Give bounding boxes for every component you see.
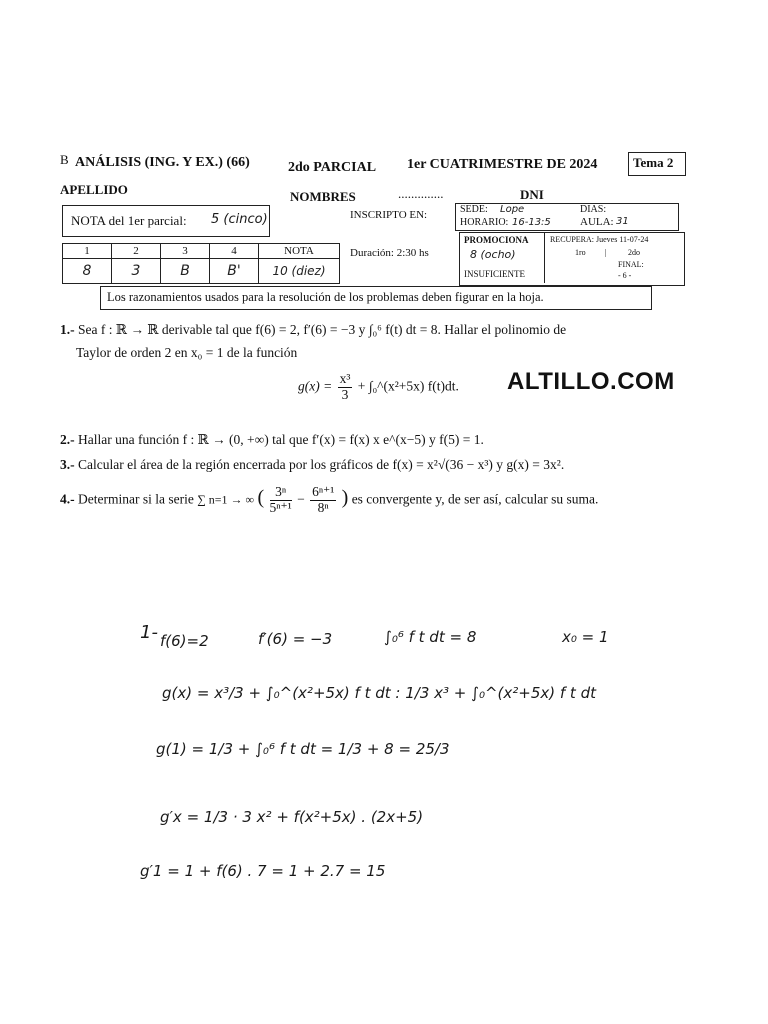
problem-1-function xyxy=(298,372,459,403)
problem-4-statement-b: es convergente y, de ser así, calcular su suma. xyxy=(351,491,599,507)
inscripto-label: INSCRIPTO EN: xyxy=(350,209,428,221)
series-close-paren: ) xyxy=(341,486,349,509)
duracion-label: Duración: 2:30 hs xyxy=(350,247,429,259)
recupera-sep: | xyxy=(605,248,607,257)
series-fraction-b-numerator: 6ⁿ⁺¹ xyxy=(312,484,335,499)
problem-3 xyxy=(60,457,564,473)
problem-2 xyxy=(60,432,484,448)
problem-1-statement-a: Sea f : ℝ → ℝ derivable tal que f(6) = 2, f′(6) = −3 y xyxy=(78,322,366,337)
problem-4-statement-a: Determinar si la serie xyxy=(78,491,194,507)
grade-value-2: 3 xyxy=(112,259,161,284)
problem-2-number: 2.- xyxy=(60,432,75,447)
horario-value: 16-13:5 xyxy=(512,217,551,228)
aula-value: 31 xyxy=(616,216,629,227)
recupera-label: RECUPERA: Jueves 11-07-24 xyxy=(550,235,649,244)
grade-header-4: 4 xyxy=(210,244,259,259)
exam-title: 2do PARCIAL xyxy=(288,160,377,175)
tema-box xyxy=(628,152,686,176)
function-g-integral: + ∫₀^(x²+5x) f(t)dt. xyxy=(357,378,459,394)
promocion-cell xyxy=(460,233,545,283)
series-minus: − xyxy=(297,491,305,507)
recupera-1: 1ro xyxy=(575,248,586,257)
hand-line-2: g(x) = x³/3 + ∫₀^(x²+5x) f t dt : 1/3 x³ + ∫₀^(x²+5x) f t dt xyxy=(162,684,596,702)
hand-line-1-c: ∫₀⁶ f t dt = 8 xyxy=(384,628,477,646)
grade-value-4: B' xyxy=(210,259,259,284)
notice-text: Los razonamientos usados para la resolución de los problemas deben figurar en la hoja. xyxy=(107,290,544,304)
problem-1-statement-b: Hallar el polinomio de xyxy=(444,322,567,337)
function-g-label: g(x) = xyxy=(298,378,333,394)
problem-1-line-2: Taylor de orden 2 en x₀ = 1 de la función xyxy=(76,345,298,360)
problem-3-number: 3.- xyxy=(60,457,75,472)
problem-1-number: 1.- xyxy=(60,322,75,337)
final-label: FINAL: xyxy=(618,260,644,269)
promocion-value: 8 (ocho) xyxy=(470,248,516,261)
grade-header-1: 1 xyxy=(63,244,112,259)
problem-4-number: 4.- xyxy=(60,491,75,507)
aula-label: AULA: xyxy=(580,216,614,228)
series-fraction-b-denominator: 8ⁿ xyxy=(317,499,329,515)
hand-line-1-b: f′(6) = −3 xyxy=(258,630,333,648)
sede-horario-box xyxy=(455,203,679,231)
fraction-numerator: x³ xyxy=(339,371,351,386)
nota-primer-parcial-box xyxy=(62,205,270,237)
notice-box xyxy=(100,286,652,310)
watermark: ALTILLO.COM xyxy=(507,368,675,395)
series-fraction-a xyxy=(270,485,292,516)
hand-line-4: g′x = 1/3 · 3 x² + f(x²+5x) . (2x+5) xyxy=(160,808,424,826)
grade-header-nota: NOTA xyxy=(259,244,340,259)
hand-line-1-d: x₀ = 1 xyxy=(562,628,609,646)
recupera-2: 2do xyxy=(628,248,640,257)
series-open-paren: ( xyxy=(257,486,265,509)
series-fraction-a-denominator: 5ⁿ⁺¹ xyxy=(269,499,292,515)
dias-label: DIAS: xyxy=(580,204,607,215)
series-fraction-a-numerator: 3ⁿ xyxy=(270,485,292,501)
problem-4 xyxy=(60,485,598,516)
nombres-label: NOMBRES xyxy=(290,189,356,204)
course-title: ANÁLISIS (ING. Y EX.) (66) xyxy=(75,155,250,170)
term-title: 1er CUATRIMESTRE DE 2024 xyxy=(407,157,598,172)
sede-value: Lope xyxy=(500,204,525,215)
apellido-label: APELLIDO xyxy=(60,182,128,197)
promocion-label: PROMOCIONA xyxy=(464,235,529,245)
resultado-box xyxy=(459,232,685,286)
problem-2-statement: Hallar una función f : ℝ → (0, +∞) tal que f′(x) = f(x) x e^(x−5) y f(5) = 1. xyxy=(78,432,484,447)
series-fraction-b xyxy=(310,485,336,516)
problem-3-statement: Calcular el área de la región encerrada por los gráficos de f(x) = x²√(36 − x³) y g(x) = 3x². xyxy=(78,457,565,472)
final-value: - 6 - xyxy=(618,271,632,280)
insuficiente-label: INSUFICIENTE xyxy=(464,269,525,279)
grade-value-nota: 10 (diez) xyxy=(259,259,340,284)
hand-line-1-a: f(6)=2 xyxy=(160,632,209,650)
grades-table xyxy=(62,243,340,284)
tema-label: Tema 2 xyxy=(633,155,674,170)
sede-label: SEDE: xyxy=(460,204,488,215)
grade-header-3: 3 xyxy=(161,244,210,259)
dots: .............. xyxy=(398,186,444,201)
hand-line-3: g(1) = 1/3 + ∫₀⁶ f t dt = 1/3 + 8 = 25/3 xyxy=(156,740,450,758)
tema-prefix: B xyxy=(60,152,69,167)
hand-line-5: g′1 = 1 + f(6) . 7 = 1 + 2.7 = 15 xyxy=(140,862,386,880)
horario-label: HORARIO: xyxy=(460,217,509,228)
fraction-x3-over-3 xyxy=(338,372,353,403)
grade-value-3: B xyxy=(161,259,210,284)
dni-label: DNI xyxy=(520,187,544,202)
nota-primer-parcial-value: 5 (cinco) xyxy=(211,212,268,227)
problem-1-integral: ∫₀⁶ f(t) dt = 8. xyxy=(368,322,441,337)
grade-value-1: 8 xyxy=(63,259,112,284)
nota-primer-parcial-label: NOTA del 1er parcial: xyxy=(71,213,187,228)
grade-header-2: 2 xyxy=(112,244,161,259)
fraction-denominator: 3 xyxy=(341,386,349,402)
series-sum-symbol: ∑ n=1 → ∞ xyxy=(197,492,255,507)
hand-line-1-number: 1- xyxy=(140,622,158,643)
problem-1-line-1 xyxy=(60,322,566,338)
